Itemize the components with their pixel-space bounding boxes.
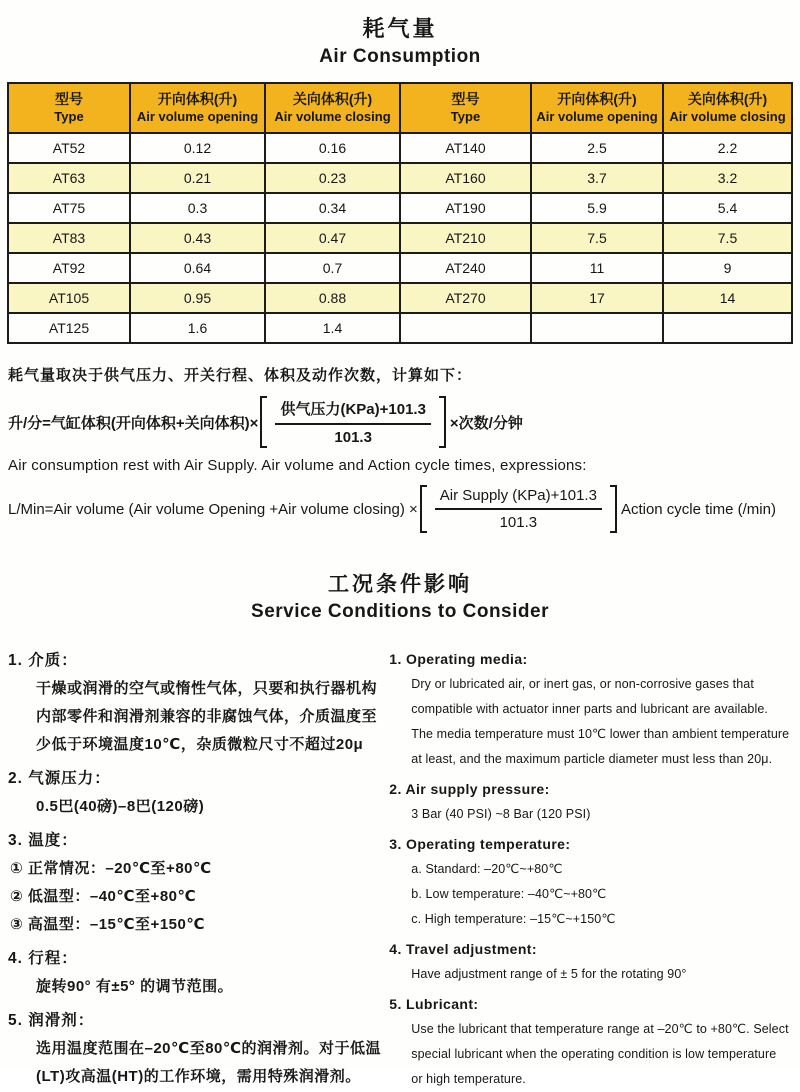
item-line: 干燥或润滑的空气或惰性气体，只要和执行器机构 <box>36 680 378 697</box>
table-cell: AT83 <box>8 223 130 253</box>
table-row <box>8 313 792 343</box>
fraction-numerator: 供气压力(KPa)+101.3 <box>275 398 430 425</box>
table-cell: AT190 <box>400 193 531 223</box>
column-header <box>531 83 663 133</box>
table-cell: 0.16 <box>265 133 400 163</box>
table-body <box>8 133 792 343</box>
air-consumption-table <box>7 82 793 344</box>
item-heading: 1. 介质： <box>8 652 78 669</box>
section2-title-en: Service Conditions to Consider <box>251 601 549 622</box>
column-header-zh: 开向体积(升) <box>157 91 238 108</box>
list-item <box>8 945 385 1001</box>
item-line: Dry or lubricated air, or inert gas, or non-corrosive gases that <box>411 677 754 691</box>
table-cell: AT105 <box>8 283 130 313</box>
table-header-row <box>8 83 792 133</box>
item-line: 选用温度范围在–20℃至80℃的润滑剂。对于低温 <box>36 1040 382 1057</box>
right-bracket <box>610 485 617 533</box>
table-cell: 0.88 <box>265 283 400 313</box>
table-cell: AT240 <box>400 253 531 283</box>
list-item <box>8 827 385 939</box>
table-cell <box>400 313 531 343</box>
column-header-zh: 型号 <box>55 91 83 108</box>
table-cell <box>531 313 663 343</box>
item-line: The media temperature must 10℃ lower than ambient temperature <box>411 727 790 741</box>
table-cell: 0.23 <box>265 163 400 193</box>
table-cell: 0.12 <box>130 133 265 163</box>
item-line: ② 低温型：–40℃至+80℃ <box>10 888 197 905</box>
table-cell: 0.47 <box>265 223 400 253</box>
fraction-numerator: Air Supply (KPa)+101.3 <box>435 487 602 510</box>
table-cell: 3.7 <box>531 163 663 193</box>
fraction <box>427 484 610 534</box>
item-line: 少低于环境温度10℃，杂质微粒尺寸不超过20μ <box>36 736 364 753</box>
item-line: 0.5巴(40磅)–8巴(120磅) <box>36 798 205 815</box>
list-item <box>389 647 794 772</box>
conditions-column-en <box>385 647 794 1092</box>
formula-en <box>8 484 792 534</box>
item-heading: 2. Air supply pressure: <box>389 781 550 797</box>
item-heading: 4. Travel adjustment: <box>389 941 537 957</box>
table-cell: 1.4 <box>265 313 400 343</box>
table-cell: AT63 <box>8 163 130 193</box>
list-item <box>8 1007 385 1091</box>
table-cell: AT75 <box>8 193 130 223</box>
table-cell: AT125 <box>8 313 130 343</box>
column-header-zh: 关向体积(升) <box>687 91 768 108</box>
column-header <box>130 83 265 133</box>
table-cell: 5.4 <box>663 193 792 223</box>
table-cell: 1.6 <box>130 313 265 343</box>
table-cell: 0.34 <box>265 193 400 223</box>
column-header-en: Air volume opening <box>536 108 658 124</box>
table-cell: 7.5 <box>663 223 792 253</box>
table-row <box>8 163 792 193</box>
service-conditions <box>8 647 794 1092</box>
table-header <box>8 83 792 133</box>
right-bracket <box>439 396 446 448</box>
list-item <box>8 647 385 759</box>
table-cell: AT52 <box>8 133 130 163</box>
item-line: (LT)攻高温(HT)的工作环境，需用特殊润滑剂。 <box>36 1068 361 1085</box>
list-item <box>389 832 794 932</box>
section2-header <box>0 568 800 623</box>
item-line: compatible with actuator inner parts and lubricant are available. <box>411 702 768 716</box>
item-line: 3 Bar (40 PSI) ~8 Bar (120 PSI) <box>411 807 591 821</box>
item-line: Have adjustment range of ± 5 for the rotating 90° <box>411 967 687 981</box>
item-line: at least, and the maximum particle diameter must less than 20μ. <box>411 752 773 766</box>
table-cell: 0.43 <box>130 223 265 253</box>
list-item <box>389 992 794 1092</box>
formula-zh-rhs: ×次数/分钟 <box>449 414 523 432</box>
item-heading: 5. 润滑剂： <box>8 1012 95 1029</box>
table-row <box>8 223 792 253</box>
column-header <box>663 83 792 133</box>
item-line: 旋转90° 有±5° 的调节范围。 <box>36 978 234 995</box>
conditions-column-zh <box>8 647 385 1092</box>
formula-zh-lhs: 升/分=气缸体积(开向体积+关向体积)× <box>8 414 259 432</box>
table-cell: 0.7 <box>265 253 400 283</box>
item-line: 内部零件和润滑剂兼容的非腐蚀气体，介质温度至 <box>36 708 378 725</box>
item-line: special lubricant when the operating condition is low temperature <box>411 1047 777 1061</box>
column-header-zh: 开向体积(升) <box>557 91 637 108</box>
table-row <box>8 193 792 223</box>
column-header-en: Type <box>450 108 481 124</box>
fraction-denominator: 101.3 <box>499 514 538 531</box>
item-line: or high temperature. <box>411 1072 526 1086</box>
item-heading: 1. Operating media: <box>389 651 528 667</box>
list-item <box>8 765 385 821</box>
column-header-zh: 关向体积(升) <box>292 91 373 108</box>
left-bracket <box>420 485 427 533</box>
item-heading: 5. Lubricant: <box>389 996 479 1012</box>
table-cell: 0.64 <box>130 253 265 283</box>
formula-en-lhs: L/Min=Air volume (Air volume Opening +Air volume closing) × <box>8 500 418 518</box>
item-line: b. Low temperature: –40℃~+80℃ <box>411 887 607 901</box>
table-row <box>8 253 792 283</box>
table-cell <box>663 313 792 343</box>
column-header-en: Air volume closing <box>669 108 786 124</box>
item-heading: 4. 行程： <box>8 950 78 967</box>
item-line: ③ 高温型：–15℃至+150℃ <box>10 916 206 933</box>
table-row <box>8 283 792 313</box>
column-header <box>8 83 130 133</box>
note-en: Air consumption rest with Air Supply. Air volume and Action cycle times, expressions: <box>8 457 587 474</box>
fraction <box>267 395 438 449</box>
column-header-en: Air volume opening <box>136 108 259 124</box>
section1-title-zh: 耗气量 <box>362 16 438 41</box>
item-line: c. High temperature: –15℃~+150℃ <box>411 912 616 926</box>
formula-zh <box>8 395 792 449</box>
fraction-denominator: 101.3 <box>334 429 372 446</box>
item-line: a. Standard: –20℃~+80℃ <box>411 862 563 876</box>
table-cell: 14 <box>663 283 792 313</box>
item-line: Use the lubricant that temperature range at –20℃ to +80℃. Select <box>411 1022 789 1036</box>
table-cell: AT270 <box>400 283 531 313</box>
table-cell: AT140 <box>400 133 531 163</box>
table-cell: AT92 <box>8 253 130 283</box>
item-heading: 3. 温度： <box>8 832 78 849</box>
left-bracket <box>260 396 267 448</box>
table-cell: AT210 <box>400 223 531 253</box>
section1-header <box>0 12 800 68</box>
item-heading: 3. Operating temperature: <box>389 836 571 852</box>
column-header-en: Type <box>54 108 84 124</box>
item-heading: 2. 气源压力： <box>8 770 111 787</box>
table-cell: 0.3 <box>130 193 265 223</box>
table-cell: 3.2 <box>663 163 792 193</box>
list-item <box>389 937 794 987</box>
column-header-en: Air volume closing <box>274 108 391 124</box>
column-header <box>400 83 531 133</box>
section2-title-zh: 工况条件影响 <box>328 573 472 596</box>
item-line: ① 正常情况：–20℃至+80℃ <box>10 860 212 877</box>
table-cell: 0.95 <box>130 283 265 313</box>
table-cell: 11 <box>531 253 663 283</box>
table-cell: AT160 <box>400 163 531 193</box>
table-cell: 2.2 <box>663 133 792 163</box>
section1-title-en: Air Consumption <box>319 46 481 67</box>
column-header <box>265 83 400 133</box>
formula-en-rhs: Action cycle time (/min) <box>620 500 776 518</box>
table-cell: 9 <box>663 253 792 283</box>
table-cell: 17 <box>531 283 663 313</box>
table-cell: 5.9 <box>531 193 663 223</box>
list-item <box>389 777 794 827</box>
note-zh: 耗气量取决于供气压力、开关行程、体积及动作次数，计算如下： <box>8 367 473 384</box>
table-cell: 0.21 <box>130 163 265 193</box>
table-cell: 2.5 <box>531 133 663 163</box>
table-row <box>8 133 792 163</box>
column-header-zh: 型号 <box>451 91 480 108</box>
table-cell: 7.5 <box>531 223 663 253</box>
calculation-notes <box>8 364 792 534</box>
